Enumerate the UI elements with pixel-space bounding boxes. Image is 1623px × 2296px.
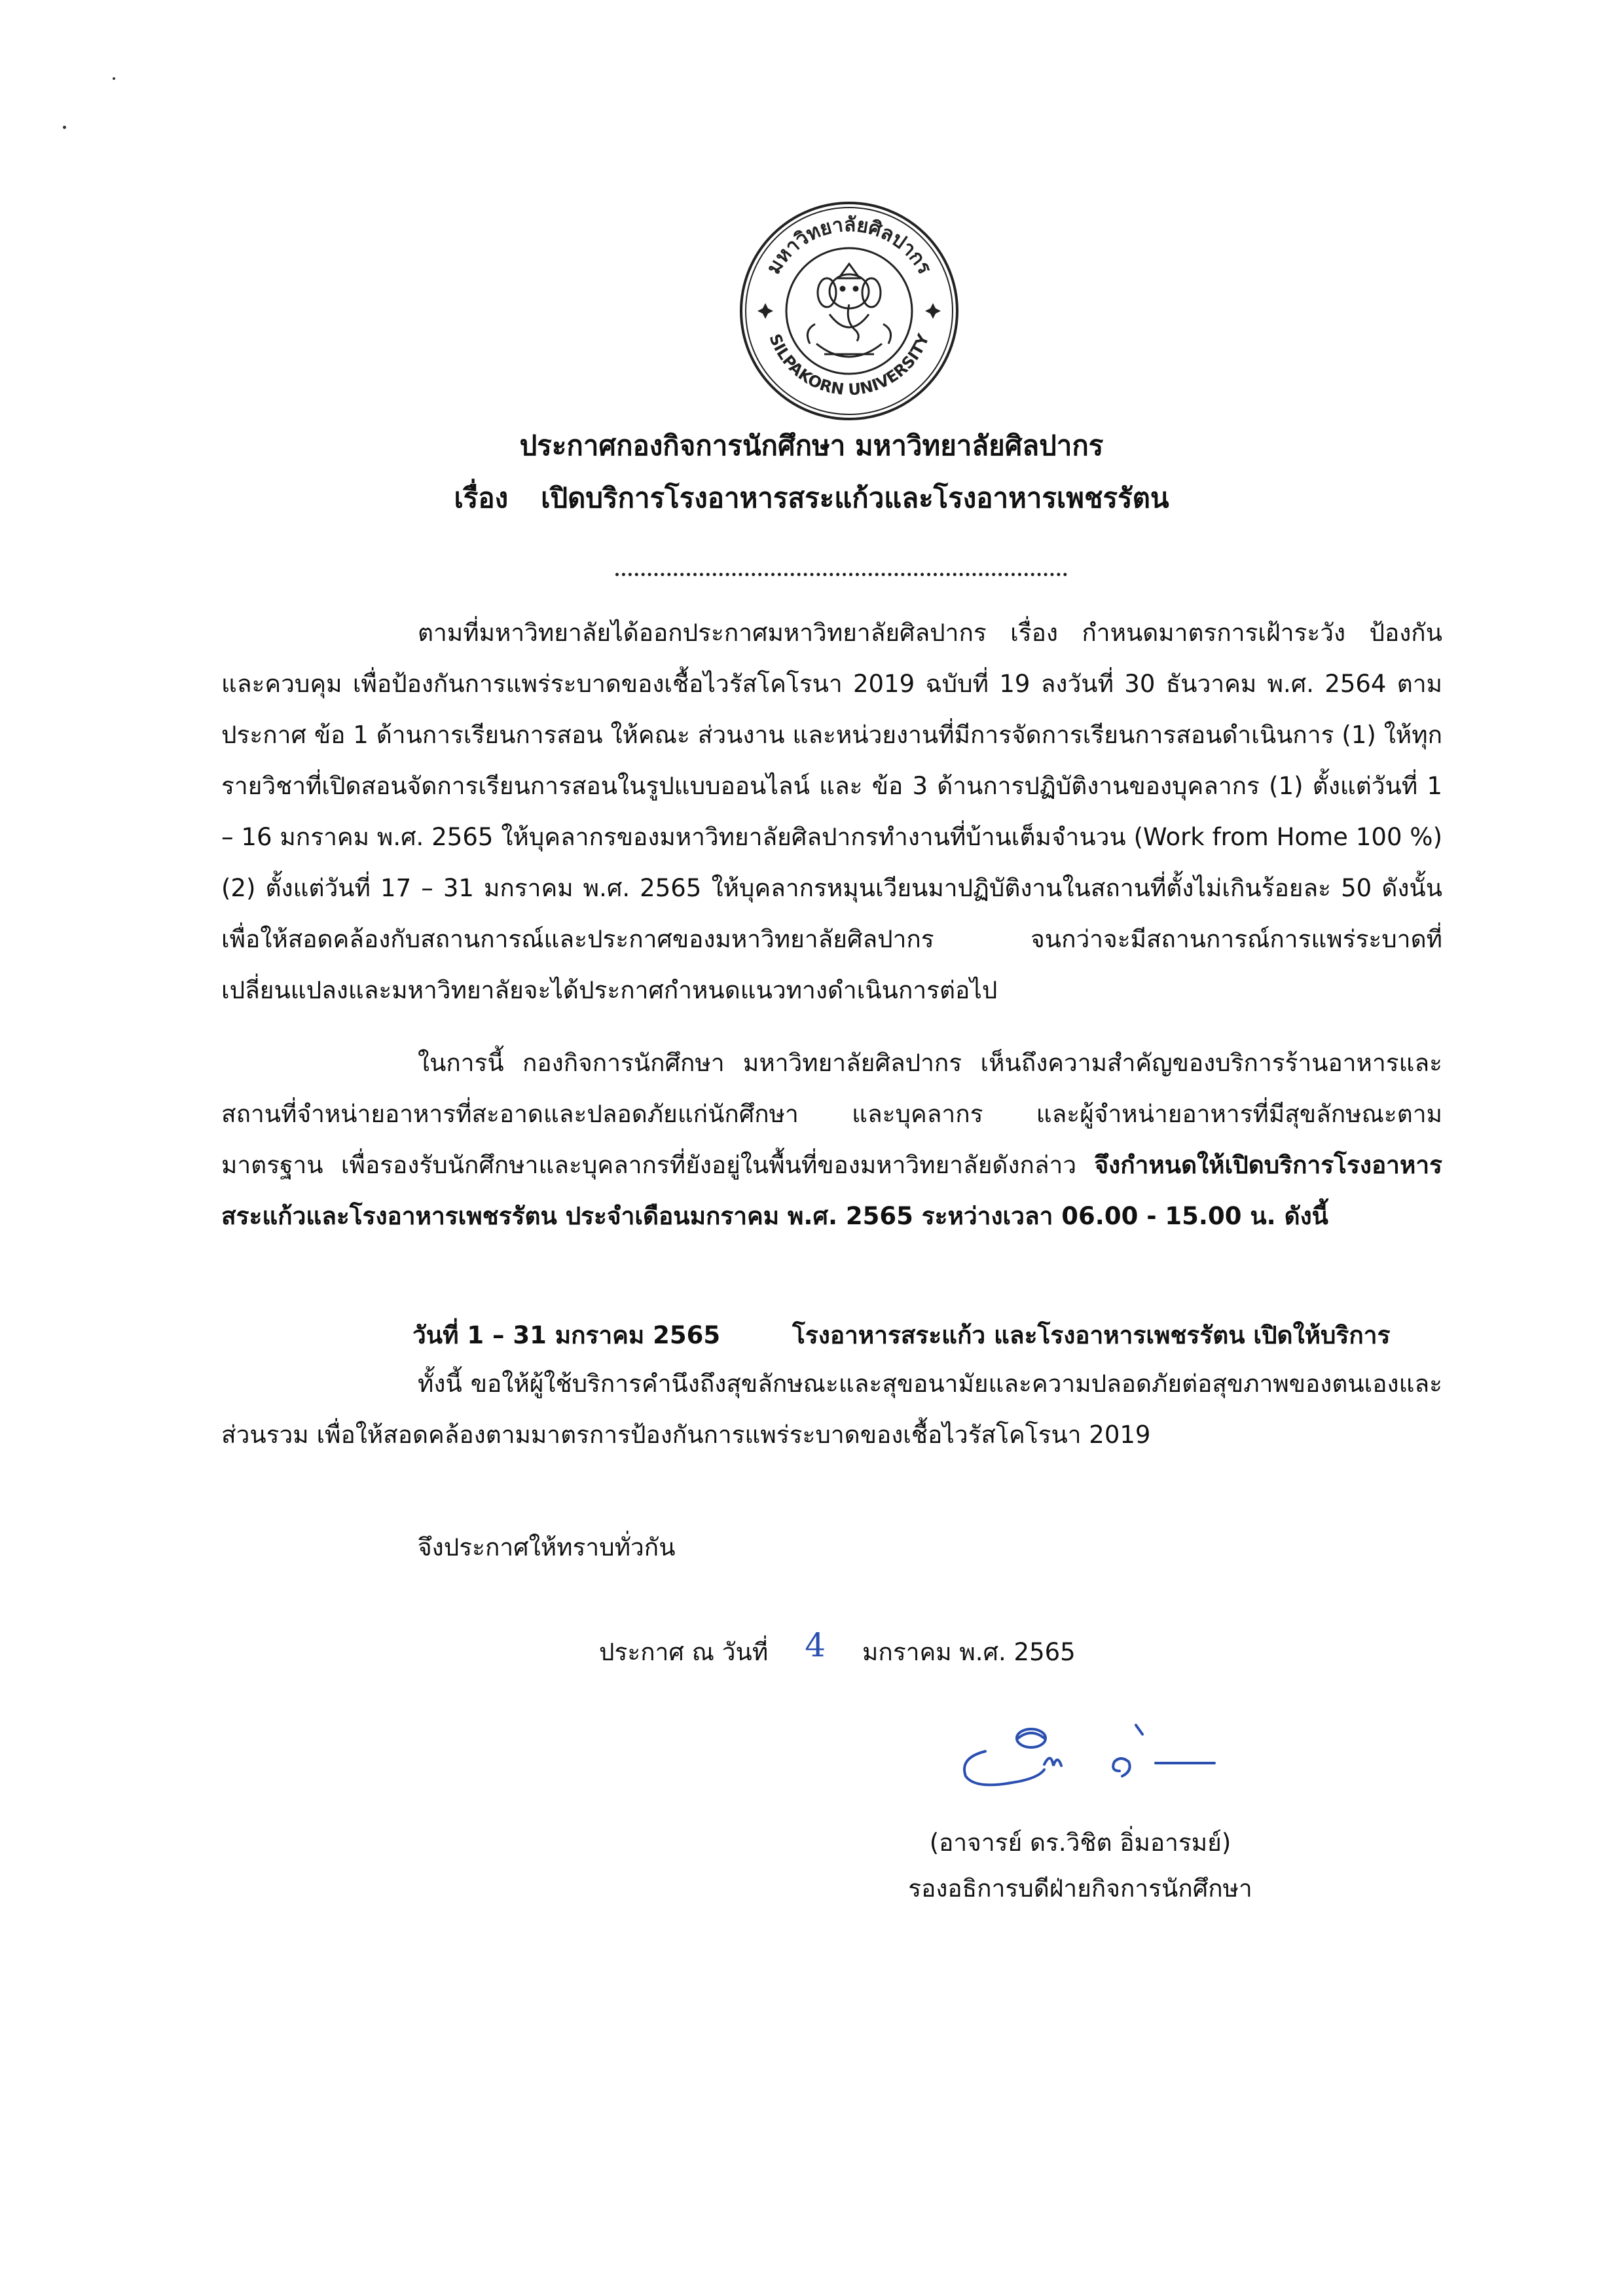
svg-text:SILPAKORN UNIVERSITY (765, 331, 933, 399)
paragraph-3-text: ทั้งนี้ ขอให้ผู้ใช้บริการคำนึงถึงสุขลักษณะและสุขอนามัยและความปลอดภัยต่อสุขภาพของตนเองและส่วนรวม เพื่อให้สอดคล้องตามมาตรการป้องกันการแพร่ระบาดของเชื้อไวรัสโคโรนา 2019 (221, 1370, 1442, 1449)
signer-name: (อาจารย์ ดร.วิชิต อิ่มอารมย์) (929, 1829, 1231, 1857)
paragraph-1 (221, 608, 1442, 1016)
scan-speck (63, 126, 66, 129)
announcement-subject (0, 477, 1623, 520)
paragraph-2 (221, 1038, 1442, 1242)
seal-thai-text: มหาวิทยาลัยศิลปากร (762, 213, 936, 278)
schedule-event: โรงอาหารสระแก้ว และโรงอาหารเพชรรัตน เปิดให้บริการ (792, 1321, 1391, 1349)
seal-english-text: SILPAKORN UNIVERSITY (765, 331, 933, 399)
date-prefix: ประกาศ ณ วันที่ (599, 1638, 769, 1666)
paragraph-4 (221, 1522, 1442, 1573)
paragraph-3 (221, 1358, 1442, 1461)
signer-title: รองอธิการบดีฝ่ายกิจการนักศึกษา (908, 1874, 1252, 1903)
paragraph-2-normal: ในการนี้ กองกิจการนักศึกษา มหาวิทยาลัยศิลปากร เห็นถึงความสำคัญของบริการร้านอาหารและสถานที่จำหน่ายอาหารที่สะอาดและปลอดภัยแก่นักศึกษา และบุคลากร และผู้จำหน่ายอาหารที่มีสุขลักษณะตามมาตรฐาน เพื่อรองรับนักศึกษาและบุคลากรที่ยังอยู่ในพื้นที่ของมหาวิทยาลัยดังกล่าว (221, 1049, 1442, 1179)
date-suffix: มกราคม พ.ศ. 2565 (862, 1638, 1076, 1666)
announcement-date (599, 1626, 1076, 1671)
subject-label: เรื่อง (454, 482, 509, 514)
handwritten-signature (939, 1712, 1280, 1810)
ganesha-emblem-icon (807, 264, 890, 357)
paragraph-2-bold: จึงกำหนดให้เปิดบริการโรงอาหารสระแก้วและโรงอาหารเพชรรัตน ประจำเดือนมกราคม พ.ศ. 2565 ระหว่างเวลา 06.00 - 15.00 น. ดังนี้ (221, 1151, 1442, 1230)
university-seal (738, 200, 960, 422)
schedule-date: วันที่ 1 – 31 มกราคม 2565 (412, 1321, 721, 1349)
paragraph-1-text: ตามที่มหาวิทยาลัยได้ออกประกาศมหาวิทยาลัยศิลปากร เรื่อง กำหนดมาตรการเฝ้าระวัง ป้องกัน และควบคุม เพื่อป้องกันการแพร่ระบาดของเชื้อไวรัสโคโรนา 2019 ฉบับที่ 19 ลงวันที่ 30 ธันวาคม พ.ศ. 2564 ตามประกาศ ข้อ 1 ด้านการเรียนการสอน ให้คณะ ส่วนงาน และหน่วยงานที่มีการจัดการเรียนการสอนดำเนินการ (1) ให้ทุกรายวิชาที่เปิดสอนจัดการเรียนการสอนในรูปแบบออนไลน์ และ ข้อ 3 ด้านการปฏิบัติงานของบุคลากร (1) ตั้งแต่วันที่ 1 – 16 มกราคม พ.ศ. 2565 ให้บุคลากรของมหาวิทยาลัยศิลปากรทำงานที่บ้านเต็มจำนวน (Work from Home 100 %) (2) ตั้งแต่วันที่ 17 – 31 มกราคม พ.ศ. 2565 ให้บุคลากรหมุนเวียนมาปฏิบัติงานในสถานที่ตั้งไม่เกินร้อยละ 50 ดังนั้นเพื่อให้สอดคล้องกับสถานการณ์และประกาศของมหาวิทยาลัยศิลปากร จนกว่าจะมีสถานการณ์การแพร่ระบาดที่เปลี่ยนแปลงและมหาวิทยาลัยจะได้ประกาศกำหนดแนวทางดำเนินการต่อไป (221, 619, 1442, 1004)
subject-text: เปิดบริการโรงอาหารสระแก้วและโรงอาหารเพชรรัตน (541, 482, 1169, 514)
announcement-title: ประกาศกองกิจการนักศึกษา มหาวิทยาลัยศิลปากร (519, 429, 1104, 462)
signer-block (851, 1820, 1309, 1912)
date-day-handwritten: 4 (805, 1626, 826, 1664)
dotted-separator (615, 573, 1067, 576)
paragraph-4-text: จึงประกาศให้ทราบทั่วกัน (418, 1533, 676, 1561)
paragraph-2-text (221, 1038, 1442, 1242)
scan-speck (113, 77, 115, 80)
